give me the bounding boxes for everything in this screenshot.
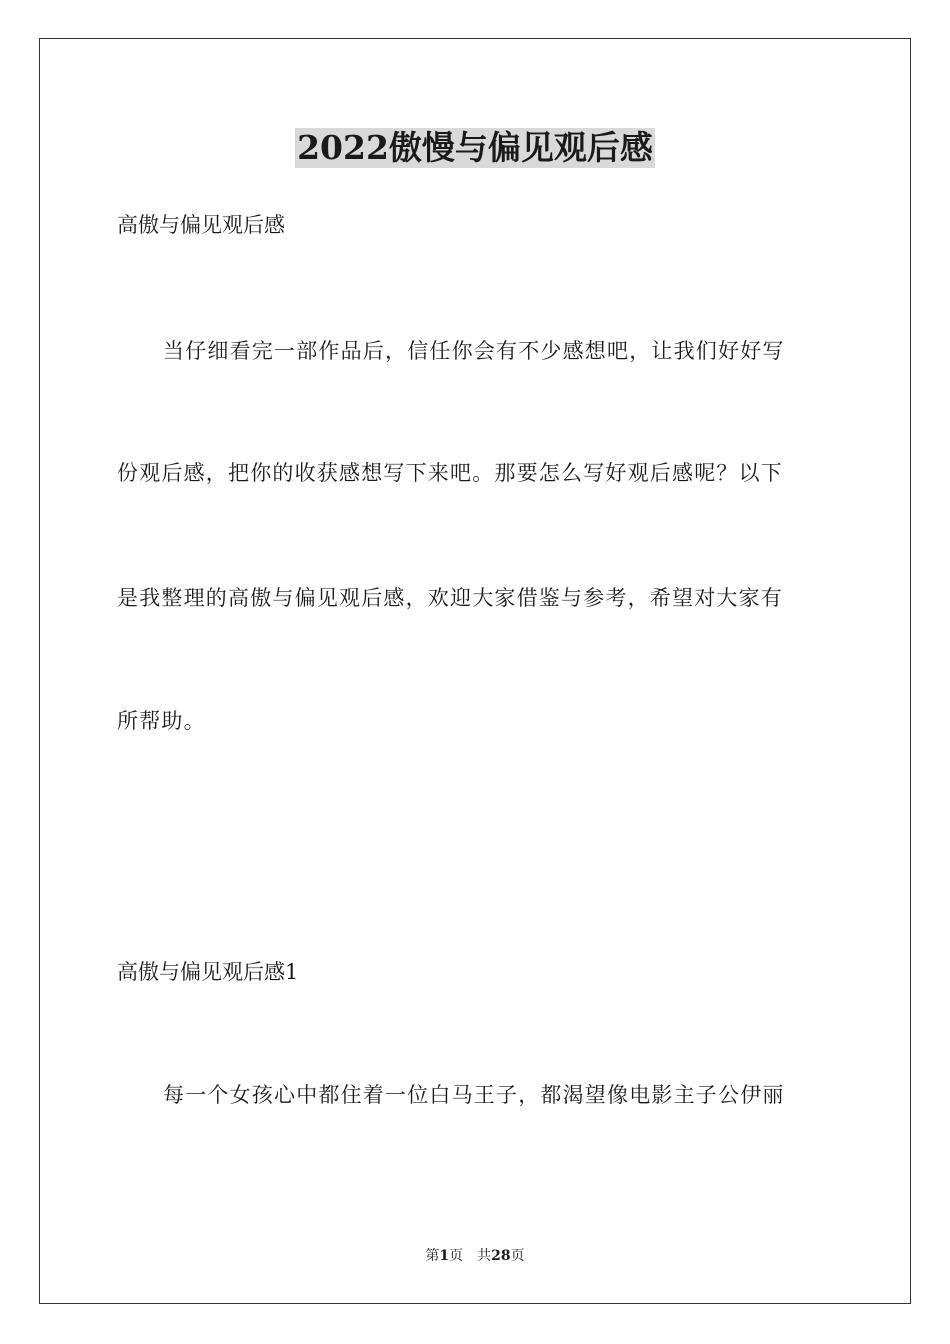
section-heading: 高傲与偏见观后感 bbox=[117, 213, 285, 237]
section-heading: 高傲与偏见观后感1 bbox=[117, 960, 299, 984]
paragraph-line: 每一个女孩心中都住着一位白马王子，都渴望像电影主子公伊丽 bbox=[163, 1083, 785, 1107]
footer-total-suffix: 页 bbox=[510, 1248, 525, 1264]
footer-total-prefix: 共 bbox=[477, 1248, 492, 1264]
paragraph-line: 所帮助。 bbox=[117, 709, 206, 733]
page-footer bbox=[0, 1247, 950, 1265]
paragraph-line: 份观后感，把你的收获感想写下来吧。那要怎么写好观后感呢？以下 bbox=[117, 461, 783, 485]
paragraph-line: 是我整理的高傲与偏见观后感，欢迎大家借鉴与参考，希望对大家有 bbox=[117, 586, 783, 610]
title-container bbox=[0, 128, 950, 168]
document-title: 2022傲慢与偏见观后感 bbox=[297, 128, 653, 167]
footer-page-suffix: 页 bbox=[449, 1248, 464, 1264]
paragraph-line: 当仔细看完一部作品后，信任你会有不少感想吧，让我们好好写 bbox=[163, 339, 785, 363]
footer-total-pages: 28 bbox=[491, 1248, 511, 1264]
footer-page-number: 1 bbox=[439, 1248, 450, 1264]
footer-page-prefix: 第 bbox=[425, 1248, 440, 1264]
